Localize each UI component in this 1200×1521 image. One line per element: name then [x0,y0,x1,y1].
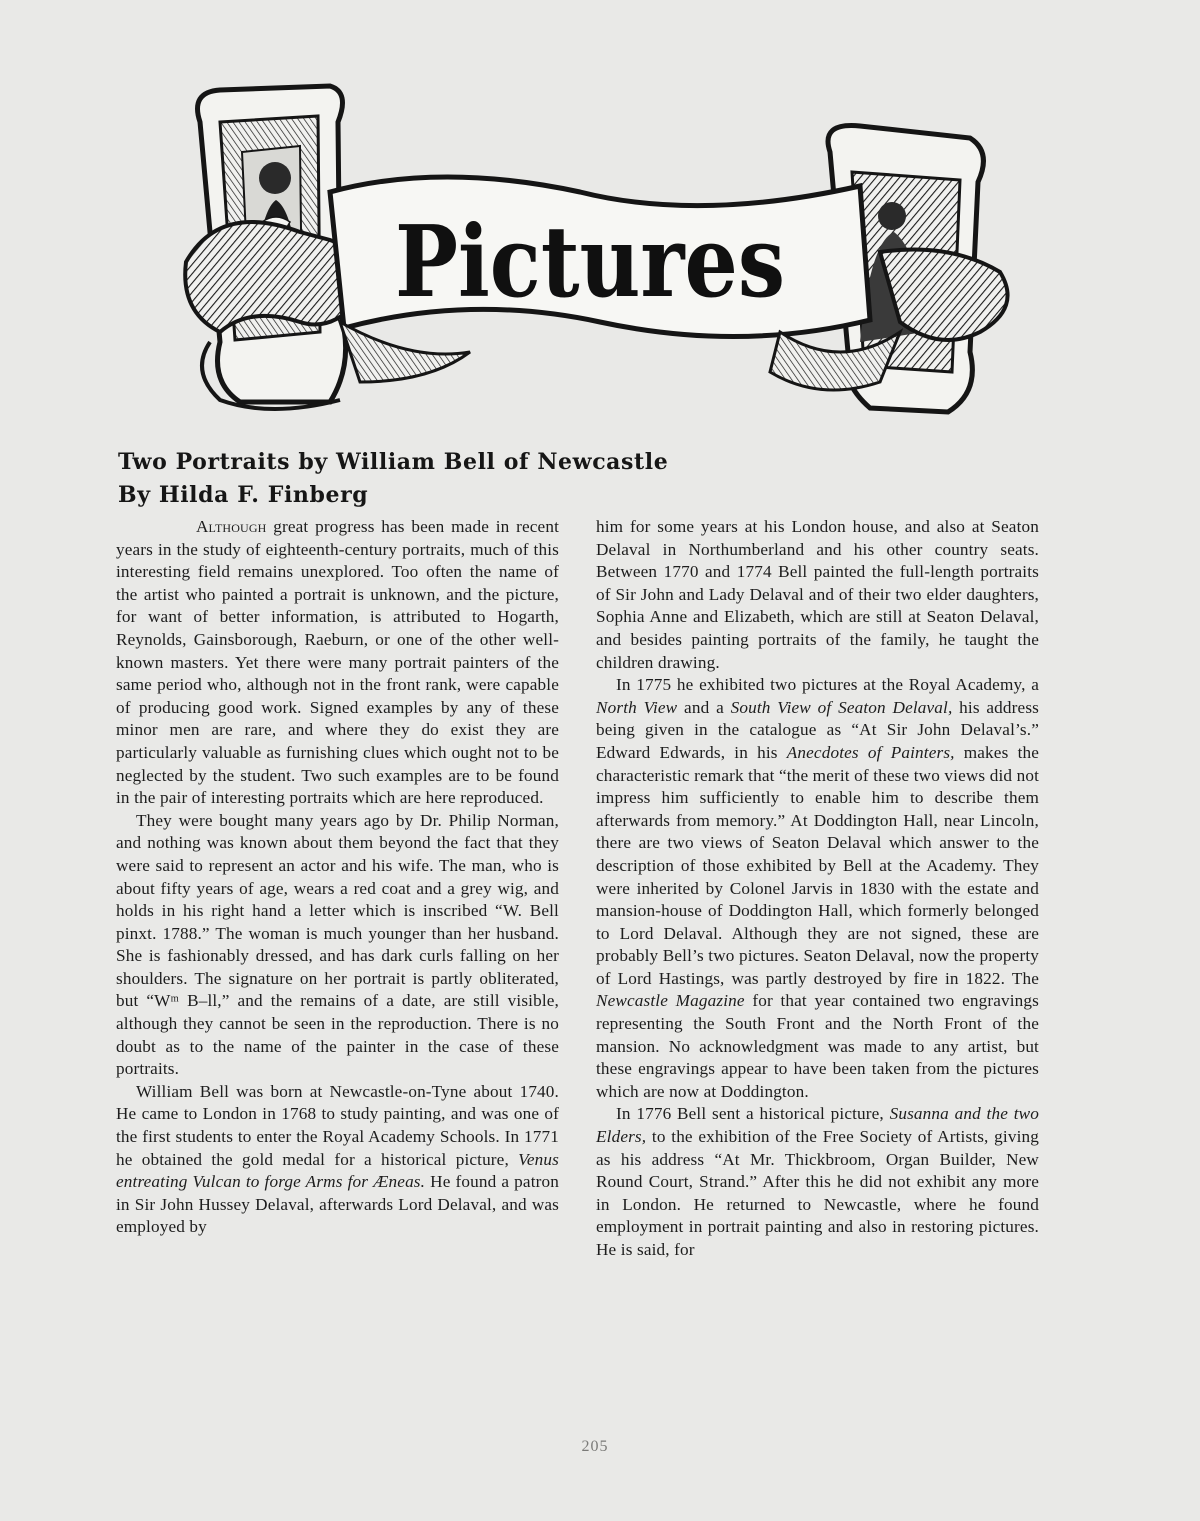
artwork-title: North View [596,697,678,717]
left-text-column [116,516,559,1239]
pictures-banner-illustration [180,82,1020,422]
banner-title: Pictures [395,205,785,320]
paragraph: They were bought many years ago by Dr. Philip Norman, and nothing was known about them beyond the fact that they were said to represent an actor and his wife. The man, who is about fifty years of age, wears a red coat and a grey wig, and holds in his right hand a letter which is inscribed “W. Bell pinxt. 1788.” The woman is much younger than her husband. She is fashionably dressed, and has dark curls falling on her shoulders. The signature on her portrait is partly obliterated, but “Wᵐ B–ll,” and the remains of a date, are still visible, although they cannot be seen in the reproduction. There is no doubt as to the name of the painter in the case of these portraits. [116,810,559,1079]
right-text-column [596,516,1039,1262]
periodical-title: Newcastle Magazine [596,991,745,1011]
page-number: 205 [581,1438,609,1455]
artwork-title: Susanna and the two Elders, [596,1104,1040,1147]
book-title: Anecdotes of Painters, [786,742,955,762]
paragraph: William Bell was born at Newcastle-on-Tyne about 1740. He came to London in 1768 to study painting, and was one of the first students to enter the Royal Academy Schools. In 1771 he obtained the gold medal for a historical picture, Venus entreating Vulcan to forge Arms for Æneas. He found a patron in Sir John Hussey Delaval, afterwards Lord Delaval, and was employed by [116,1081,559,1237]
paragraph: In 1776 Bell sent a historical picture, Susanna and the two Elders, to the exhibition of the Free Society of Artists, giving as his address “At Mr. Thickbroom, Organ Builder, New Round Court, Strand.” After this he did not exhibit any more in London. He returned to Newcastle, where he found employment in portrait painting and also in restoring pictures. He is said, for [596,1104,1040,1259]
article-title: Two Portraits by William Bell of Newcastle [118,449,669,475]
article-byline: By Hilda F. Finberg [118,482,369,508]
artwork-title: Venus entreating Vulcan to forge Arms for Æneas. [116,1149,559,1192]
paragraph: Although great progress has been made in recent years in the study of eighteenth-century portraits, much of this interesting field remains unexplored. Too often the name of the artist who painted a portrait is unknown, and the picture, for want of better information, is attributed to Hogarth, Reynolds, Gainsborough, Raeburn, or one of the other well-known masters. Yet there were many portrait painters of the same period who, although not in the front rank, were capable of producing good work. Signed examples by any of these minor men are rare, and where they do exist they are particularly valuable as furnishing clues which ought not to be neglected by the student. Two such examples are to be found in the pair of interesting portraits which are here reproduced. [116,517,559,808]
paragraph: In 1775 he exhibited two pictures at the Royal Academy, a North View and a South View of Seaton Delaval, his address being given in the catalogue as “At Sir John Delaval’s.” Edward Edwards, in his Anecdotes of Painters, makes the characteristic remark that “the merit of these two views did not impress him sufficiently to enable him to describe them afterwards from memory.” At Doddington Hall, near Lincoln, there are two views of Seaton Delaval which answer to the description of those exhibited by Bell at the Academy. They were inherited by Colonel Jarvis in 1830 with the estate and mansion-house of Doddington Hall, which formerly belonged to Lord Delaval. Although they are not signed, these are probably Bell’s two pictures. Seaton Delaval, now the property of Lord Hastings, was partly destroyed by fire in 1822. The Newcastle Magazine for that year contained two engravings representing the South Front and the North Front of the mansion. No acknowledgment was made to any artist, but these engravings appear to have been taken from the pictures which are now at Doddington. [596,675,1040,1101]
artwork-title: South View of Seaton Delaval, [730,697,953,717]
paragraph: him for some years at his London house, and also at Seaton Delaval in Northumberland and his other country seats. Between 1770 and 1774 Bell painted the full-length portraits of Sir John and Lady Delaval and of their two elder daughters, Sophia Anne and Elizabeth, which are still at Seaton Delaval, and besides painting portraits of the family, he taught the children drawing. [596,517,1039,672]
drop-lead-word: Although [196,517,267,536]
